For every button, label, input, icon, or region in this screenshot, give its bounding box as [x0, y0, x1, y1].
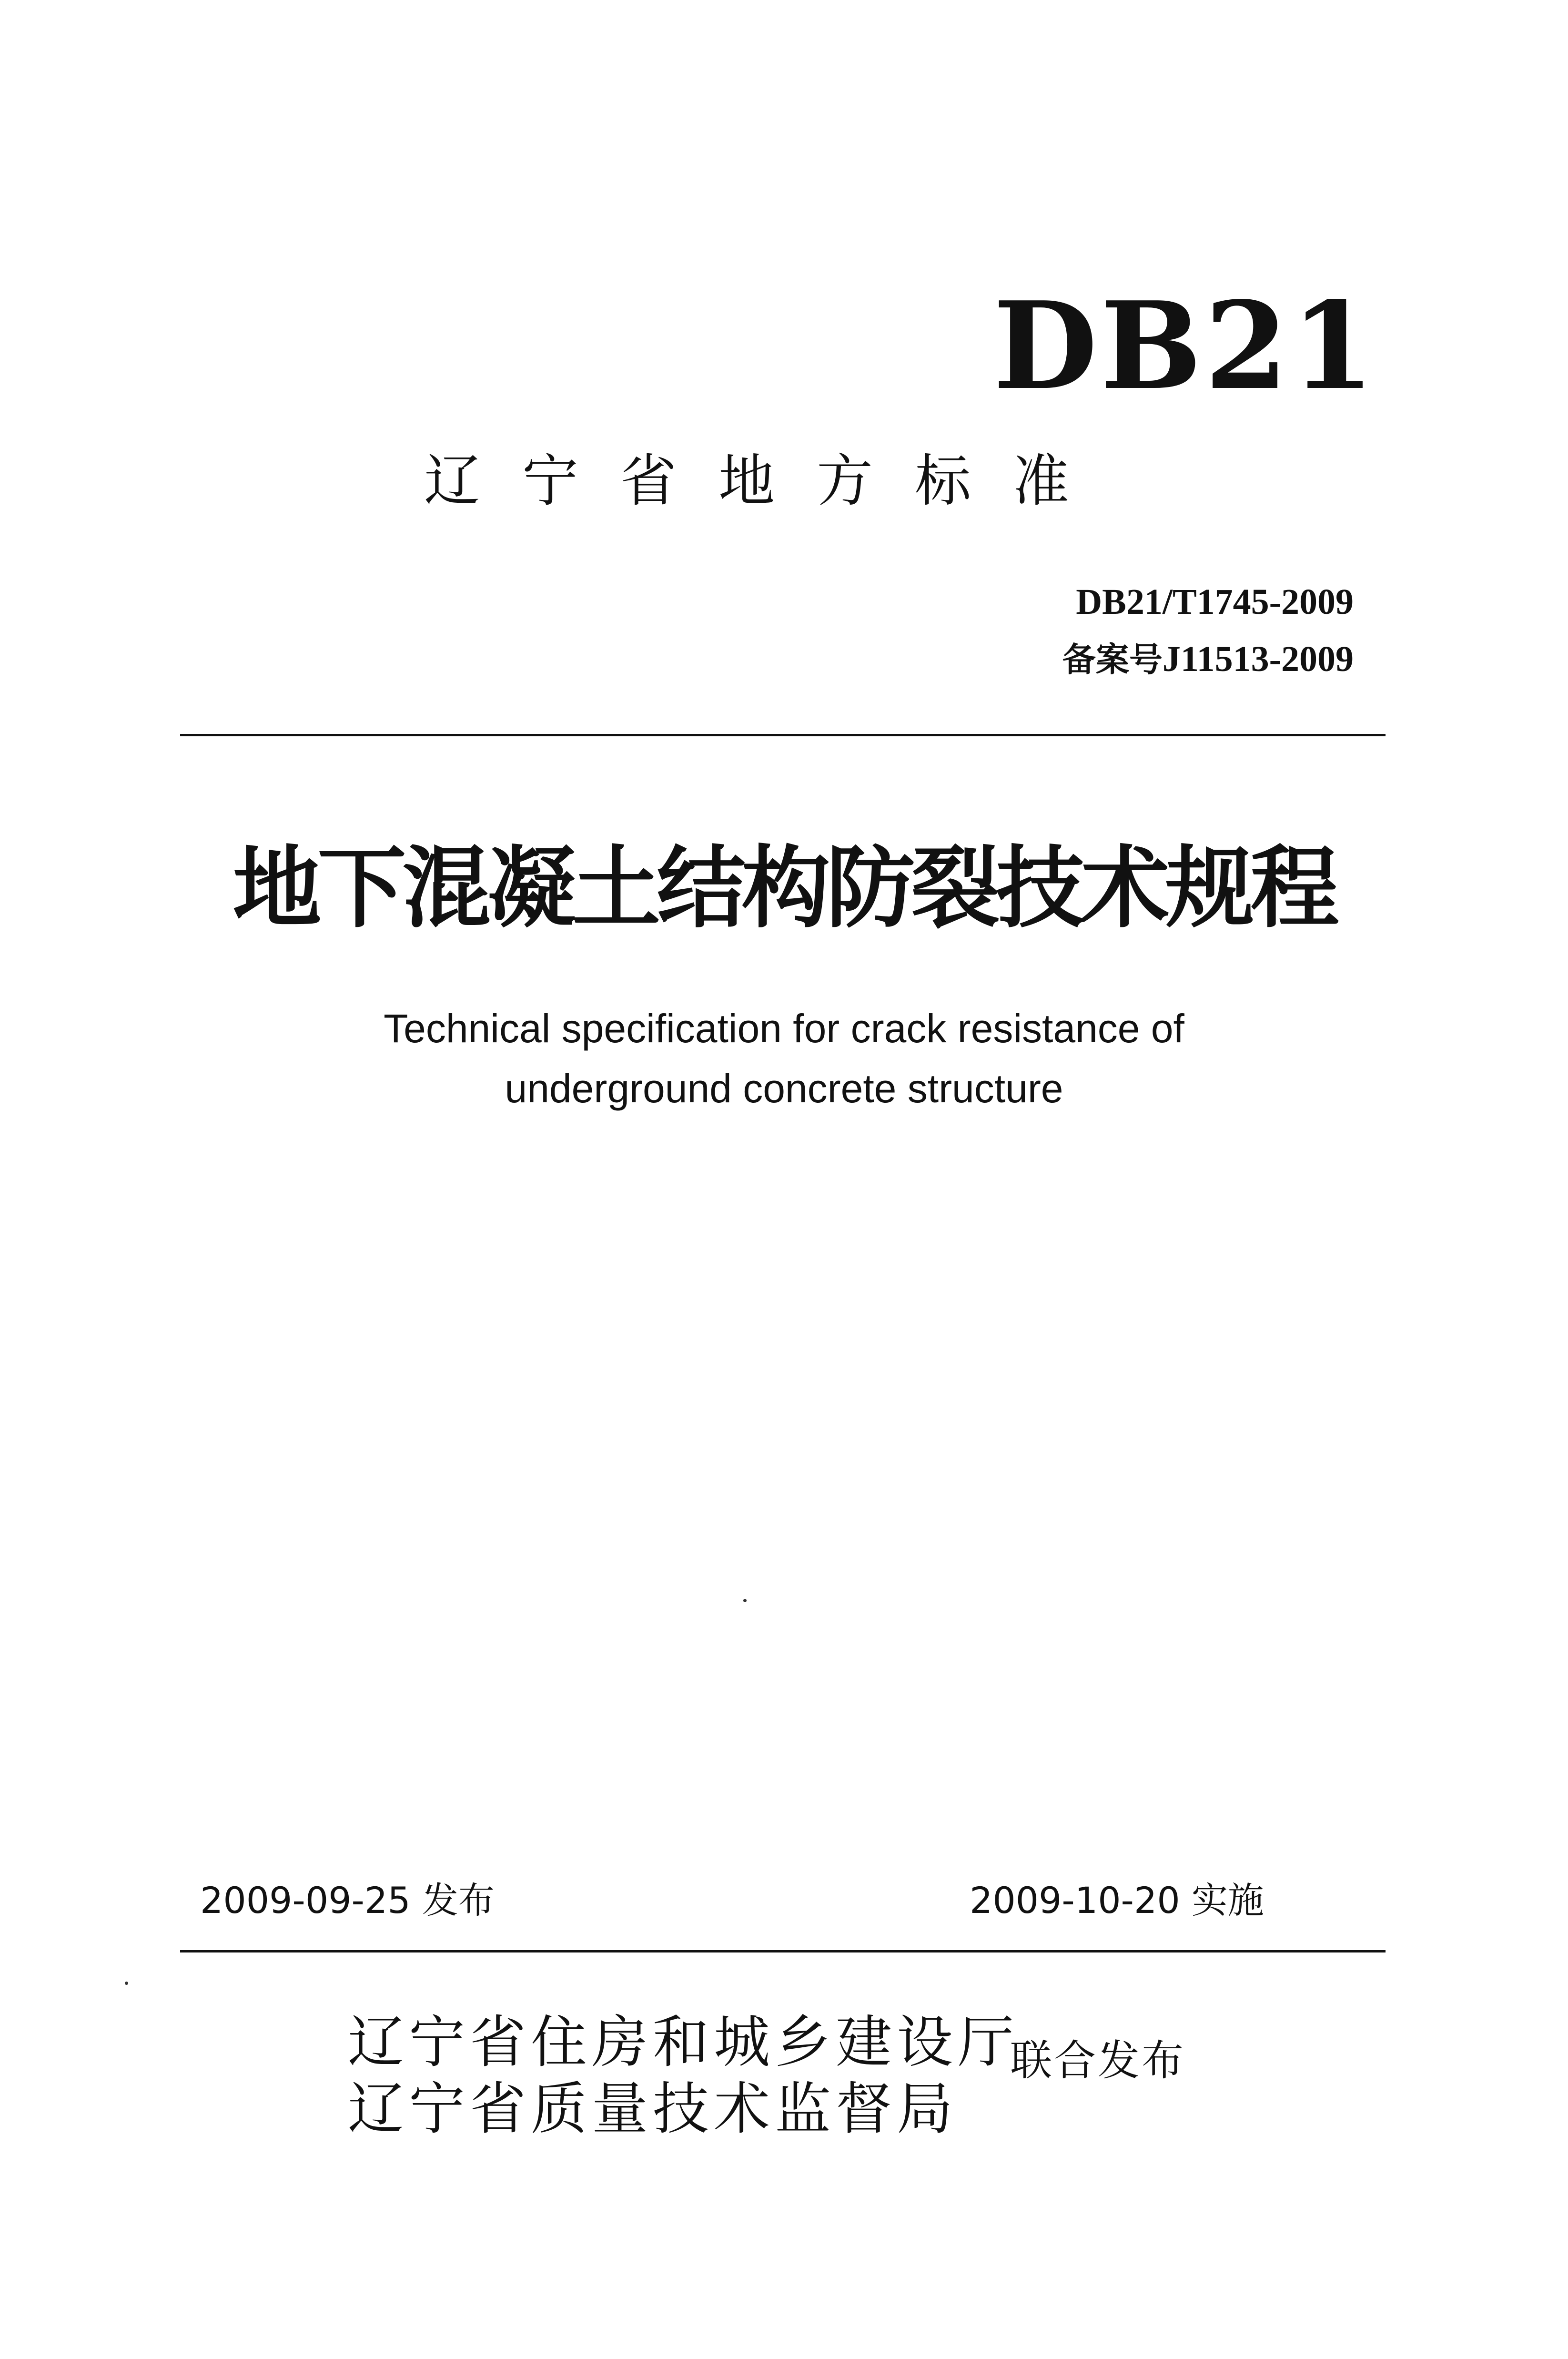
record-label: 备案号	[1062, 640, 1163, 679]
joint-release-label: 联合发布	[1010, 2036, 1186, 2085]
effective-date: 2009-10-20 实施	[970, 1879, 1264, 1922]
record-number: J11513-2009	[1162, 639, 1354, 679]
title-english-line-2: underground concrete structure	[505, 1066, 1063, 1111]
top-divider	[180, 734, 1386, 736]
publisher-org-1: 辽宁省住房和城乡建设厅	[348, 2009, 1019, 2075]
publisher-list	[348, 2009, 1019, 2142]
publisher-org-2: 辽宁省质量技术监督局	[348, 2076, 958, 2142]
record-number-line	[1062, 641, 1354, 677]
standard-type-label: 辽宁省地方标准	[424, 448, 1112, 514]
title-chinese: 地下混凝土结构防裂技术规程	[233, 835, 1335, 940]
title-english-line-1: Technical specification for crack resistance of	[384, 1006, 1184, 1051]
scan-speck	[743, 1599, 747, 1602]
bottom-divider	[180, 1950, 1386, 1952]
standard-number: DB21/T1745-2009	[1076, 582, 1354, 622]
issue-date: 2009-09-25 发布	[200, 1879, 495, 1922]
title-english	[0, 998, 1568, 1118]
standard-code-large: DB21	[993, 275, 1377, 417]
scan-speck	[125, 1982, 128, 1985]
